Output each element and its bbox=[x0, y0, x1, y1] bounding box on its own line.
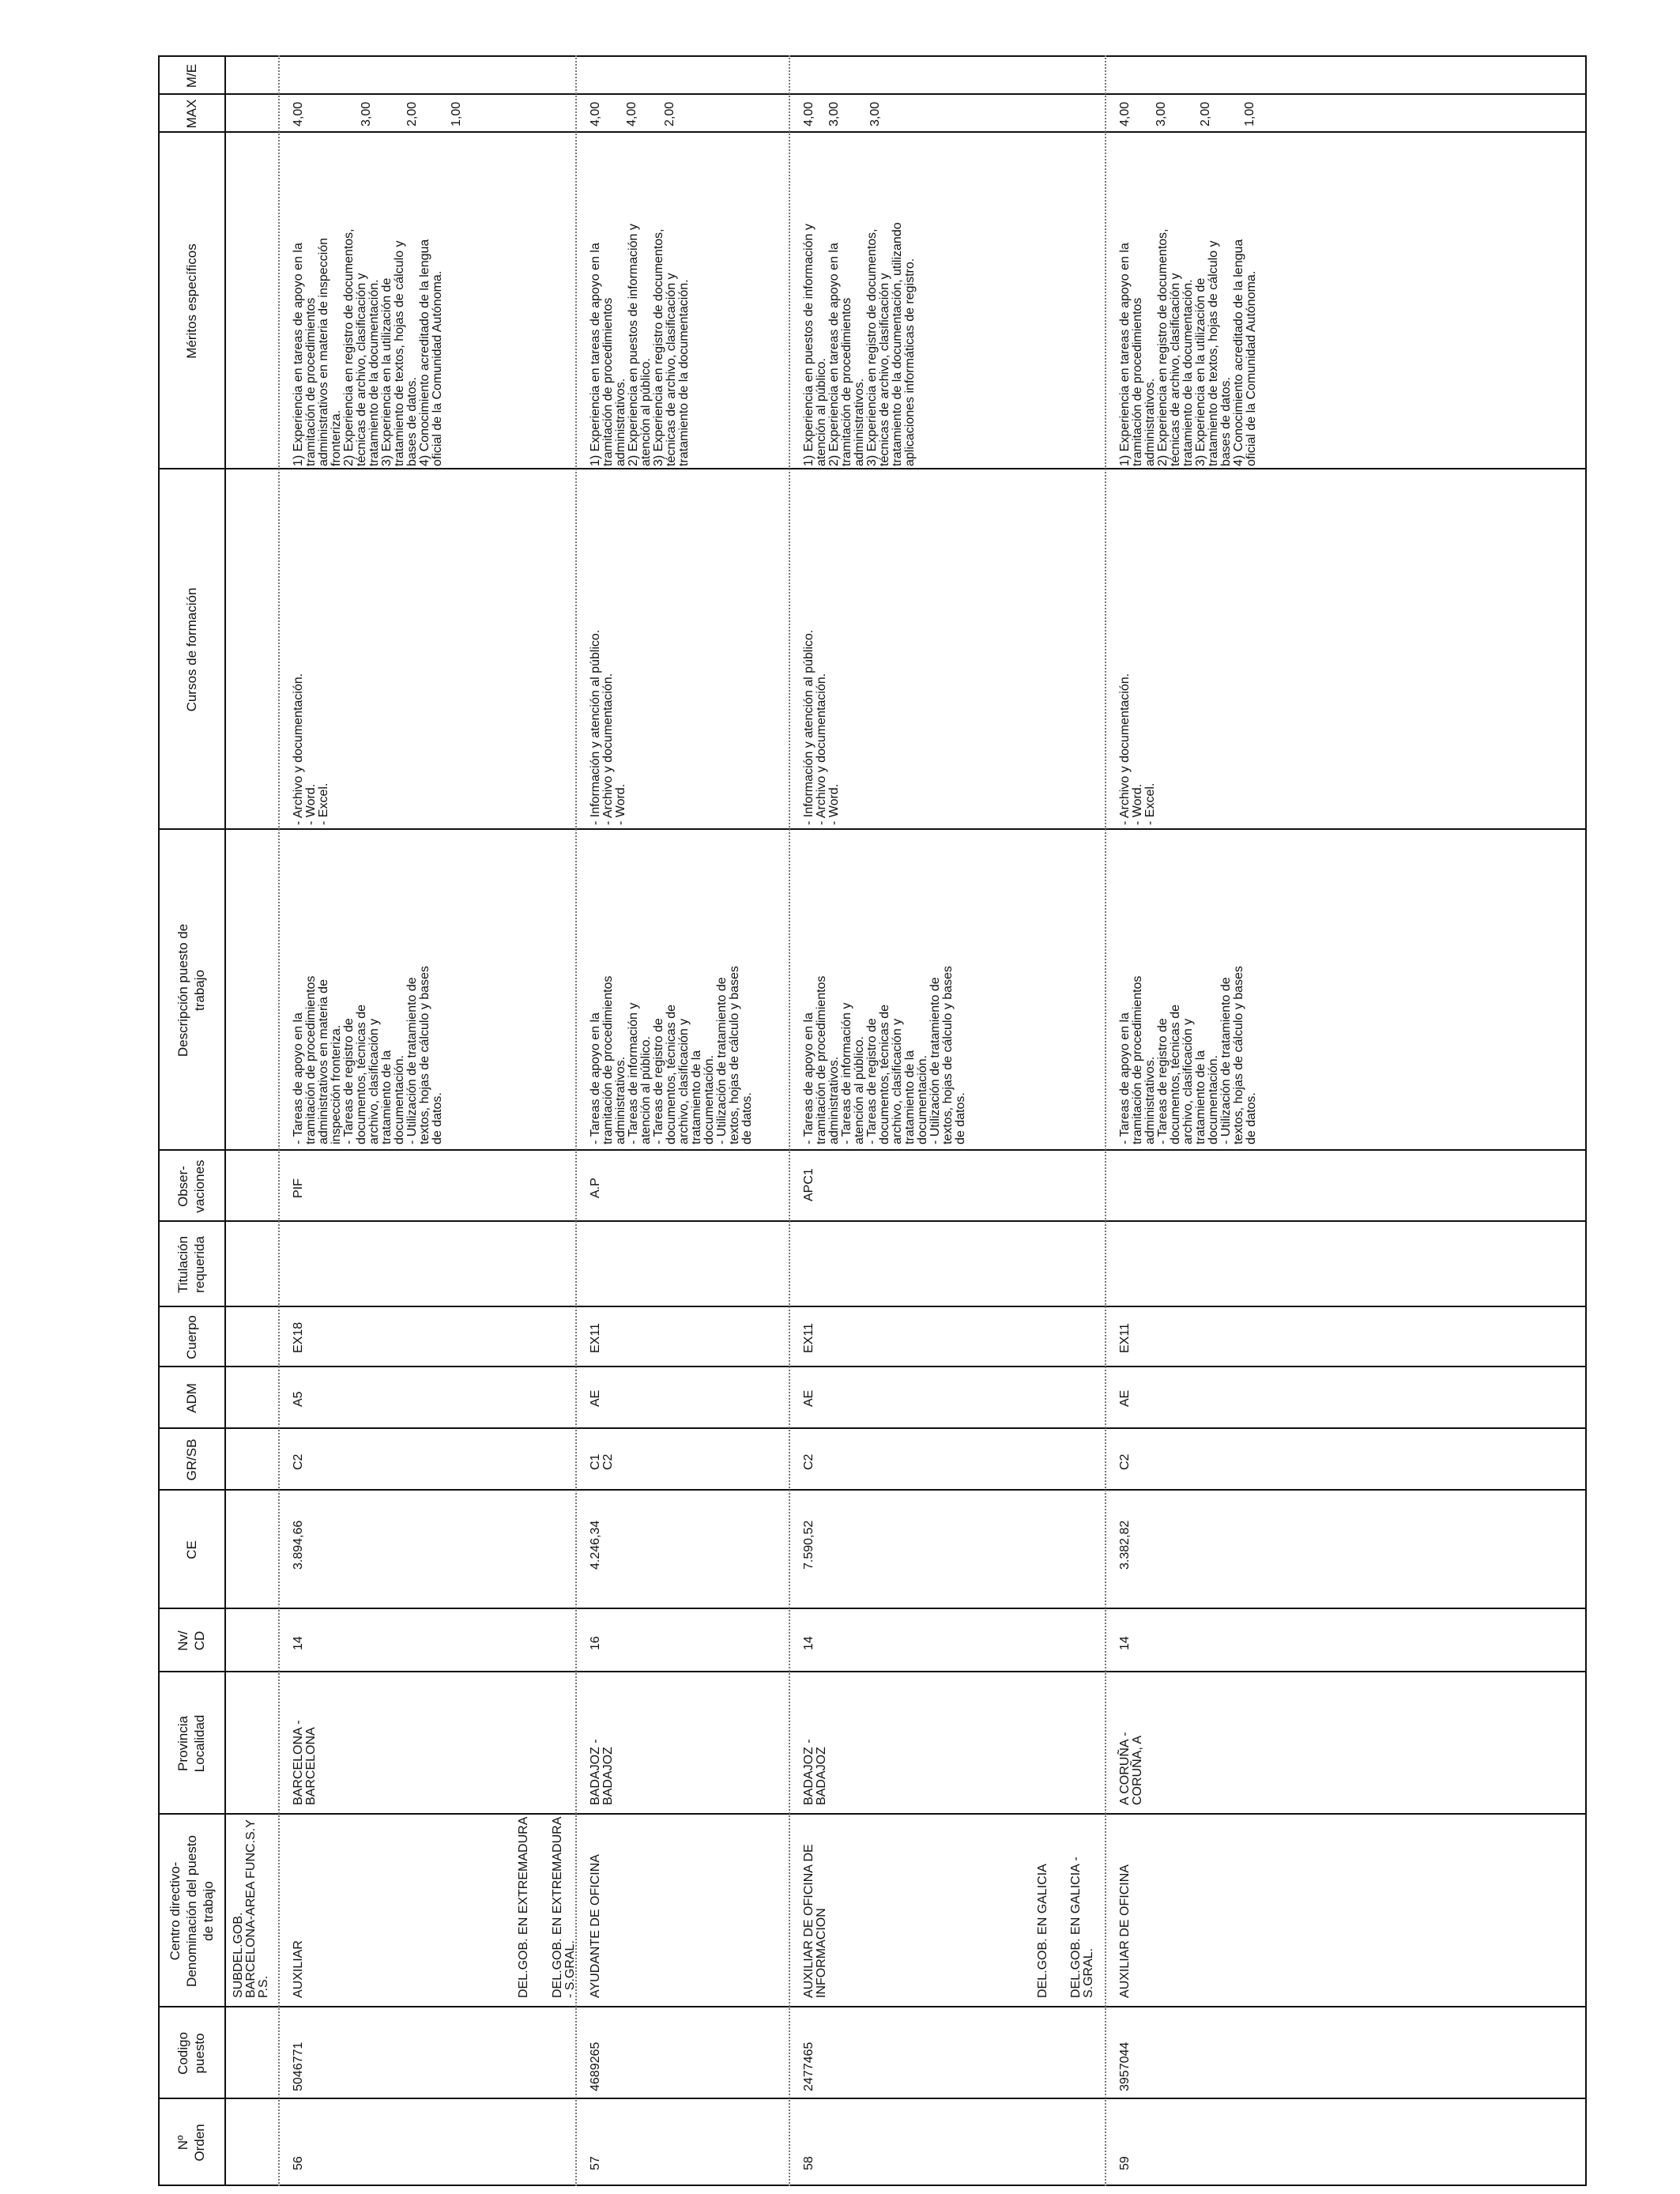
row-58-grupo: C2 bbox=[802, 1453, 816, 1470]
row-56-meritos: 1) Experiencia en tareas de apoyo en la tramitación de procedimientos administrativos en materia de inspección fronteriza. 2) Experiencia en registro de documentos, técnicas de archivo, clasificación y tratamiento de la documentación. 3) Experiencia en la utilización de tratamiento de textos, hojas de cálculo y bases de datos. 4) Conocimiento acreditado de la lengua oficial de la Comunidad Autónoma. bbox=[292, 228, 444, 466]
row-56-cursos: - Archivo y documentación. - Word. - Excel. bbox=[292, 673, 330, 825]
header-adm: ADM bbox=[183, 1383, 199, 1413]
row-58-nivel: 14 bbox=[802, 1636, 816, 1650]
col-divider bbox=[158, 1220, 1587, 1222]
row-59-ce: 3.382,82 bbox=[1118, 1520, 1132, 1570]
row-56-cuerpo: EX18 bbox=[292, 1321, 305, 1353]
row-58-ce: 7.590,52 bbox=[802, 1520, 816, 1570]
row-56-grupo: C2 bbox=[292, 1453, 305, 1470]
row-56-provincia: BARCELONA - BARCELONA bbox=[292, 1720, 318, 1805]
header-orden: Nº Orden bbox=[175, 2124, 207, 2162]
row-59-max-4: 1,00 bbox=[1243, 101, 1256, 126]
col-divider bbox=[158, 2098, 1587, 2099]
row-59-grupo: C2 bbox=[1118, 1453, 1132, 1470]
row-56-orden: 56 bbox=[292, 2156, 305, 2170]
col-divider bbox=[158, 1671, 1587, 1672]
row-58-meritos: 1) Experiencia en puestos de información y atención al público. 2) Experiencia en tareas de apoyo en la tramitación de procedimientos administrativos. 3) Experiencia en registro de documentos, técnicas de archivo, clasificación y tratamiento de la documentación, utilizando aplicaciones informáticas de registro. bbox=[802, 222, 917, 466]
row-59-max-1: 4,00 bbox=[1118, 101, 1132, 126]
row-59-cursos: - Archivo y documentación. - Word. - Excel. bbox=[1118, 673, 1157, 825]
row-59-orden: 59 bbox=[1118, 2156, 1132, 2170]
row-59-max-2: 3,00 bbox=[1155, 101, 1168, 126]
header-provincia: Provincia Localidad bbox=[175, 1714, 207, 1773]
col-divider bbox=[158, 1427, 1587, 1429]
row-58-observaciones: APC1 bbox=[802, 1168, 816, 1201]
header-descripcion: Descripción puesto de trabajo bbox=[175, 923, 207, 1057]
row-separator bbox=[278, 55, 280, 2186]
header-max: MAX bbox=[183, 99, 199, 129]
row-58-denominacion: AUXILIAR DE OFICINA DE INFORMACION bbox=[802, 1844, 828, 1998]
row-57-max-2: 4,00 bbox=[625, 101, 638, 126]
row-57-meritos: 1) Experiencia en tareas de apoyo en la tramitación de procedimientos administrativos. 2) Experiencia en puestos de información y atención al público. 3) Experiencia en registro de documentos, técnicas de archivo, clasificación y tratamiento de la documentación. bbox=[589, 224, 691, 466]
row-57-denominacion: AYUDANTE DE OFICINA bbox=[589, 1854, 602, 1998]
header-centro: Centro directivo- Denominación del puesto de trabajo bbox=[167, 1835, 216, 1987]
row-57-descripcion: - Tareas de apoyo en la tramitación de procedimientos administrativos. - Tareas de información y atención al público. - Tareas de registro de documentos, técnicas de archivo, clasificación y tratamiento de la documentación. - Utilización de tratamiento de textos, hojas de cálculo y bases de datos. bbox=[589, 966, 754, 1144]
group-label: SUBDEL.GOB. BARCELONA-AREA FUNC.S.Y P.S. bbox=[232, 1819, 270, 1998]
row-56-observaciones: PIF bbox=[292, 1178, 305, 1198]
row-56-codigo: 5046771 bbox=[292, 2041, 305, 2091]
row-59-meritos: 1) Experiencia en tareas de apoyo en la tramitación de procedimientos administrativos. 2) Experiencia en registro de documentos, técnicas de archivo, clasificación y tratamiento de la documentación. 3) Experiencia en la utilización de tratamiento de textos, hojas de cálculo y bases de datos. 4) Conocimiento acreditado de la lengua oficial de la Comunidad Autónoma. bbox=[1118, 228, 1258, 466]
col-divider bbox=[158, 1489, 1587, 1491]
row-56-max-2: 3,00 bbox=[360, 101, 373, 126]
group-label: DEL.GOB. EN EXTREMADURA bbox=[517, 1816, 530, 1998]
col-divider bbox=[158, 93, 1587, 95]
row-59-nivel: 14 bbox=[1118, 1636, 1132, 1650]
row-56-descripcion: - Tareas de apoyo en la tramitación de procedimientos administrativos en materia de inspección fronteriza. - Tareas de registro de documentos, técnicas de archivo, clasificación y tratamiento de la documentación. - Utilización de tratamiento de textos, hojas de cálculo y bases de datos. bbox=[292, 966, 444, 1144]
row-57-cursos: - Información y atención al público. - Archivo y documentación. - Word. bbox=[589, 629, 627, 825]
row-59-denominacion: AUXILIAR DE OFICINA bbox=[1118, 1864, 1132, 1998]
row-58-codigo: 2477465 bbox=[802, 2041, 816, 2091]
row-57-codigo: 4689265 bbox=[589, 2041, 602, 2091]
row-56-max-3: 2,00 bbox=[405, 101, 419, 126]
col-divider bbox=[158, 1813, 1587, 1815]
row-59-adm: AE bbox=[1118, 1389, 1132, 1407]
row-57-cuerpo: EX11 bbox=[589, 1323, 602, 1353]
row-56-max-4: 1,00 bbox=[450, 101, 463, 126]
row-58-max-1: 4,00 bbox=[802, 101, 816, 126]
header-codigo: Codigo puesto bbox=[175, 2032, 207, 2075]
row-57-provincia: BADAJOZ - BADAJOZ bbox=[589, 1739, 615, 1805]
row-56-denominacion: AUXILIAR bbox=[292, 1940, 305, 1998]
row-59-codigo: 3957044 bbox=[1118, 2041, 1132, 2091]
header-nivel: Nv/ CD bbox=[175, 1630, 207, 1651]
col-divider bbox=[158, 131, 1587, 133]
row-57-grupo: C1 C2 bbox=[589, 1453, 615, 1470]
col-divider bbox=[158, 1306, 1587, 1307]
header-observaciones: Obser- vaciones bbox=[175, 1159, 207, 1213]
row-56-nivel: 14 bbox=[292, 1636, 305, 1650]
col-divider bbox=[158, 828, 1587, 830]
row-58-provincia: BADAJOZ - BADAJOZ bbox=[802, 1739, 828, 1805]
row-59-cuerpo: EX11 bbox=[1118, 1323, 1132, 1353]
positions-table bbox=[158, 55, 1587, 2186]
row-56-adm: A5 bbox=[292, 1391, 305, 1407]
row-58-cuerpo: EX11 bbox=[802, 1323, 816, 1353]
row-57-orden: 57 bbox=[589, 2156, 602, 2170]
row-58-orden: 58 bbox=[802, 2156, 816, 2170]
row-57-adm: AE bbox=[589, 1389, 602, 1407]
col-divider bbox=[158, 468, 1587, 469]
col-divider bbox=[158, 1608, 1587, 1609]
row-58-max-3: 3,00 bbox=[868, 101, 882, 126]
header-me: M/E bbox=[183, 63, 199, 89]
col-divider bbox=[158, 2006, 1587, 2007]
header-ce: CE bbox=[183, 1540, 199, 1559]
header-grupo: GR/SB bbox=[183, 1438, 199, 1481]
row-58-adm: AE bbox=[802, 1389, 816, 1407]
row-57-max-3: 2,00 bbox=[663, 101, 676, 126]
header-meritos: Méritos específicos bbox=[183, 243, 199, 359]
row-59-max-3: 2,00 bbox=[1199, 101, 1212, 126]
group-label: DEL.GOB. EN GALICIA - S.GRAL. bbox=[1069, 1857, 1095, 1998]
row-56-ce: 3.894,66 bbox=[292, 1520, 305, 1570]
row-57-observaciones: A.P bbox=[589, 1178, 602, 1198]
row-58-max-2: 3,00 bbox=[827, 101, 841, 126]
row-58-descripcion: - Tareas de apoyo en la tramitación de procedimientos administrativos. - Tareas de información y atención al público. - Tareas de registro de documentos, técnicas de archivo, clasificación y tratamiento de la documentación. - Utilización de tratamiento de textos, hojas de cálculo y bases de datos. bbox=[802, 966, 967, 1144]
group-label: DEL.GOB. EN EXTREMADURA - S.GRAL. bbox=[551, 1816, 577, 1998]
col-divider bbox=[158, 1366, 1587, 1367]
row-56-max-1: 4,00 bbox=[292, 101, 305, 126]
header-titulacion: Titulación requerida bbox=[175, 1235, 207, 1294]
row-58-cursos: - Información y atención al público. - Archivo y documentación. - Word. bbox=[802, 629, 841, 825]
row-57-nivel: 16 bbox=[589, 1636, 602, 1650]
table-left-border bbox=[158, 2185, 1587, 2186]
table-bottom-border bbox=[1585, 55, 1587, 2186]
header-bottom-border bbox=[224, 55, 226, 2186]
table-right-border bbox=[158, 55, 1587, 57]
row-59-descripcion: - Tareas de apoyo en la tramitación de procedimientos administrativos. - Tareas de registro de documentos, técnicas de archivo, clasificación y tratamiento de la documentación. - Utilización de tratamiento de textos, hojas de cálculo y bases de datos. bbox=[1118, 966, 1258, 1144]
row-57-ce: 4.246,34 bbox=[589, 1520, 602, 1570]
row-57-max-1: 4,00 bbox=[589, 101, 602, 126]
col-divider bbox=[158, 1149, 1587, 1151]
group-label: DEL.GOB. EN GALICIA bbox=[1036, 1864, 1049, 1998]
header-cursos: Cursos de formación bbox=[183, 587, 199, 712]
header-cuerpo: Cuerpo bbox=[183, 1315, 199, 1359]
row-separator bbox=[1105, 55, 1106, 2186]
row-59-provincia: A CORUÑA - CORUÑA, A bbox=[1118, 1732, 1144, 1805]
row-separator bbox=[789, 55, 790, 2186]
